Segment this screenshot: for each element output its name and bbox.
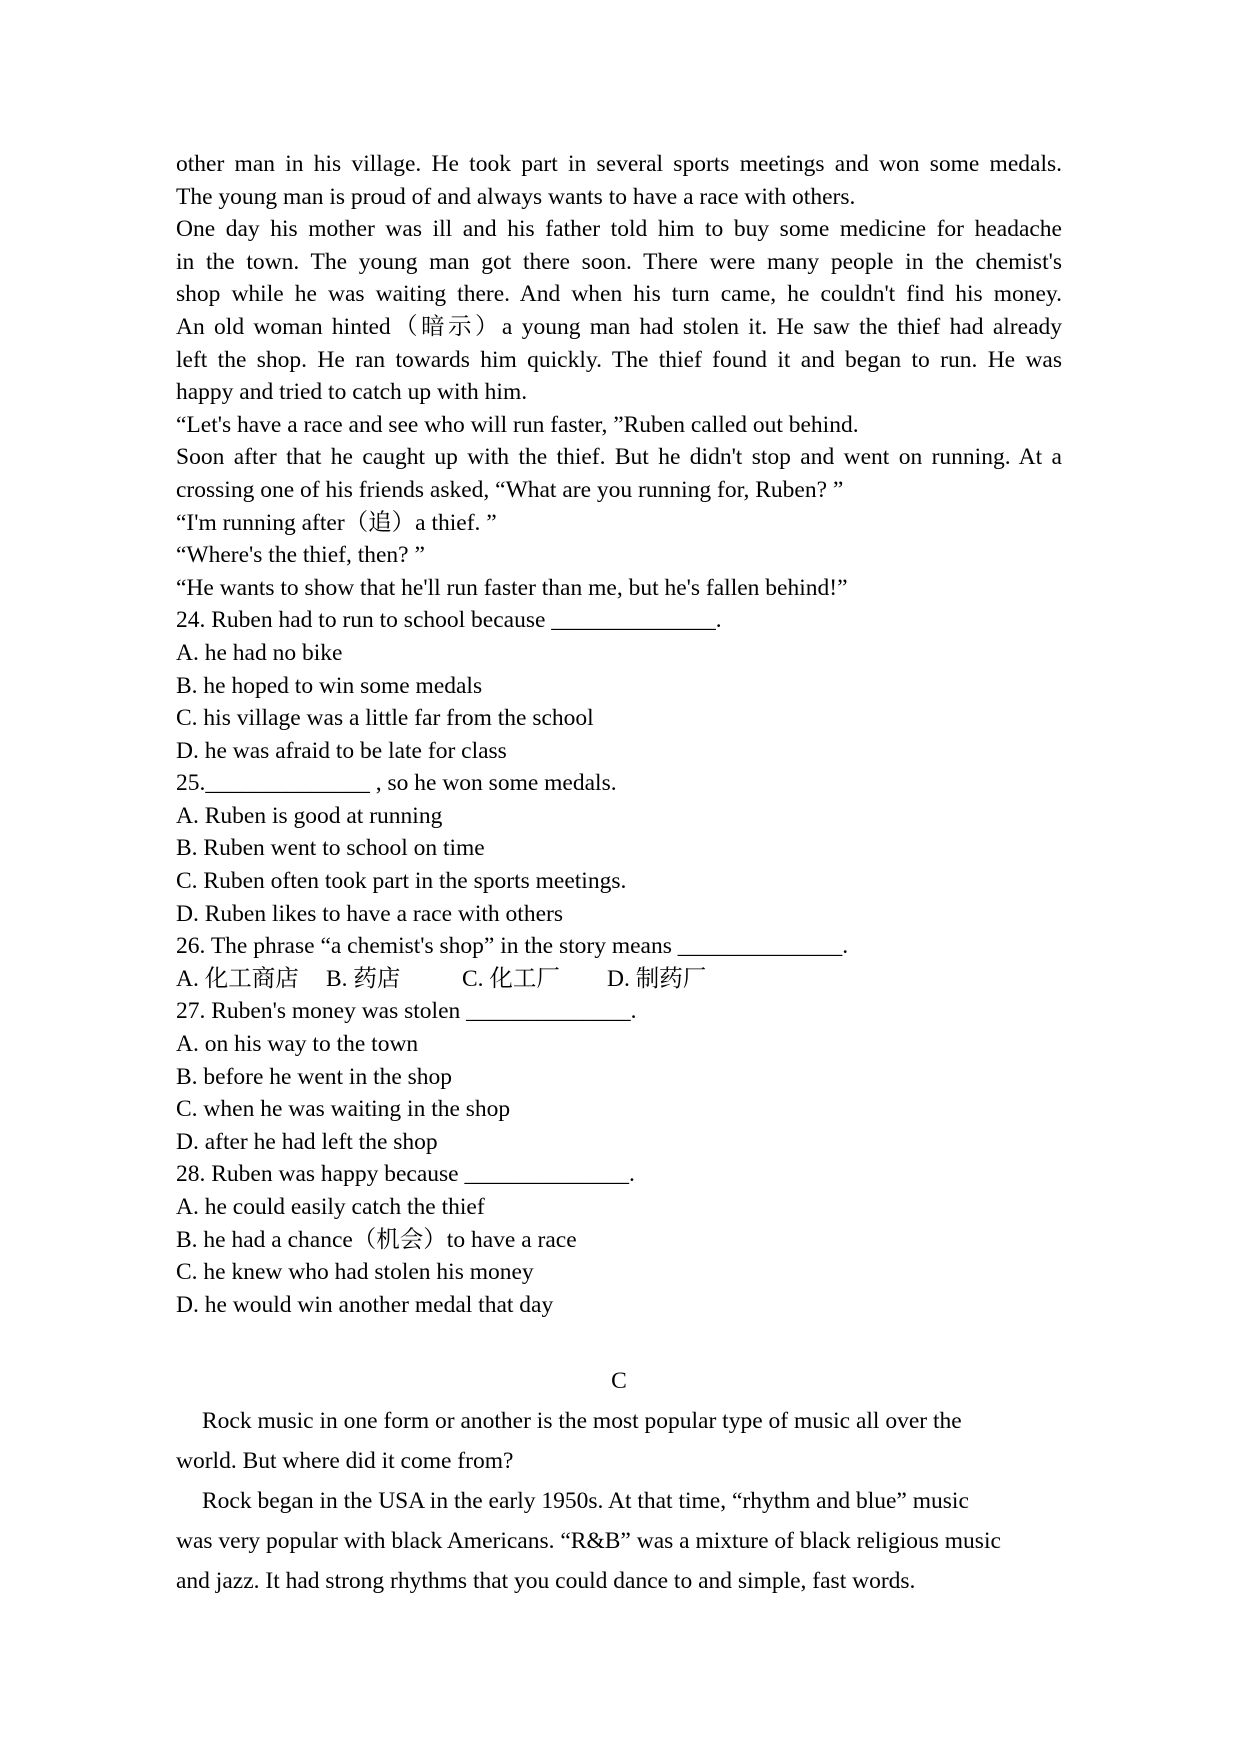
question-27-stem: 27. Ruben's money was stolen ______________. — [176, 998, 637, 1025]
passage-line: happy and tried to catch up with him. — [176, 379, 528, 406]
question-24-option-d: D. he was afraid to be late for class — [176, 737, 507, 764]
passage-line: other man in his village. He took part in several sports meetings and won some medals. — [176, 151, 1062, 177]
question-28-option-b: B. he had a chance（机会）to have a race — [176, 1226, 577, 1253]
passage-line: shop while he was waiting there. And when his turn came, he couldn't find his money. — [176, 281, 1062, 308]
passage-line: and jazz. It had strong rhythms that you could dance to and simple, fast words. — [176, 1568, 916, 1595]
question-26-option-c: C. 化工厂 — [462, 965, 560, 992]
passage-dialogue-line: “Let's have a race and see who will run faster, ”Ruben called out behind. — [176, 411, 859, 438]
reading-passage-c — [176, 1401, 1062, 1601]
question-26-option-a: A. 化工商店 — [176, 965, 299, 992]
question-28-stem: 28. Ruben was happy because ______________. — [176, 1161, 635, 1188]
question-25-option-c: C. Ruben often took part in the sports meetings. — [176, 868, 627, 895]
question-28-option-d: D. he would win another medal that day — [176, 1291, 554, 1318]
passage-line: An old woman hinted（暗示）a young man had stolen it. He saw the thief had already — [176, 313, 1062, 340]
question-25-option-a: A. Ruben is good at running — [176, 802, 443, 829]
passage-dialogue-line: “Where's the thief, then? ” — [176, 542, 425, 569]
question-27-option-b: B. before he went in the shop — [176, 1063, 453, 1090]
passage-line: crossing one of his friends asked, “What are you running for, Ruben? ” — [176, 476, 844, 503]
passage-dialogue-line: “I'm running after（追）a thief. ” — [176, 509, 497, 536]
passage-line: Rock music in one form or another is the most popular type of music all over the — [202, 1408, 962, 1435]
question-26-options — [176, 963, 1062, 996]
questions-block — [176, 604, 1062, 1321]
question-25-option-d: D. Ruben likes to have a race with others — [176, 900, 563, 927]
question-28-option-c: C. he knew who had stolen his money — [176, 1259, 534, 1286]
question-25-option-b: B. Ruben went to school on time — [176, 835, 485, 862]
question-26-option-d: D. 制药厂 — [607, 965, 707, 992]
reading-passage-b — [176, 148, 1062, 604]
question-24-option-c: C. his village was a little far from the school — [176, 705, 594, 732]
document-page — [176, 148, 1062, 1601]
question-25-stem: 25.______________ , so he won some medals. — [176, 770, 617, 797]
question-26-option-b: B. 药店 — [326, 965, 401, 992]
question-28-option-a: A. he could easily catch the thief — [176, 1194, 485, 1220]
passage-line: in the town. The young man got there soon. There were many people in the chemist's — [176, 248, 1062, 275]
passage-line: left the shop. He ran towards him quickly. The thief found it and began to run. He was — [176, 346, 1062, 373]
question-26-stem: 26. The phrase “a chemist's shop” in the story means ______________. — [176, 933, 849, 960]
question-27-option-d: D. after he had left the shop — [176, 1128, 438, 1155]
question-24-stem: 24. Ruben had to run to school because ______________. — [176, 607, 722, 634]
passage-line: world. But where did it come from? — [176, 1448, 514, 1475]
passage-line: Soon after that he caught up with the thief. But he didn't stop and went on running. At a — [176, 444, 1062, 471]
passage-line: was very popular with black Americans. “R&B” was a mixture of black religious music — [176, 1528, 1001, 1555]
passage-line: The young man is proud of and always wants to have a race with others. — [176, 183, 856, 210]
question-27-option-a: A. on his way to the town — [176, 1031, 419, 1058]
question-24-option-a: A. he had no bike — [176, 639, 343, 666]
passage-dialogue-line: “He wants to show that he'll run faster than me, but he's fallen behind!” — [176, 574, 848, 601]
passage-line: Rock began in the USA in the early 1950s. At that time, “rhythm and blue” music — [202, 1488, 969, 1515]
question-24-option-b: B. he hoped to win some medals — [176, 672, 483, 699]
section-c-label: C — [611, 1368, 627, 1395]
passage-line: One day his mother was ill and his father told him to buy some medicine for headache — [176, 216, 1062, 243]
question-27-option-c: C. when he was waiting in the shop — [176, 1096, 511, 1123]
